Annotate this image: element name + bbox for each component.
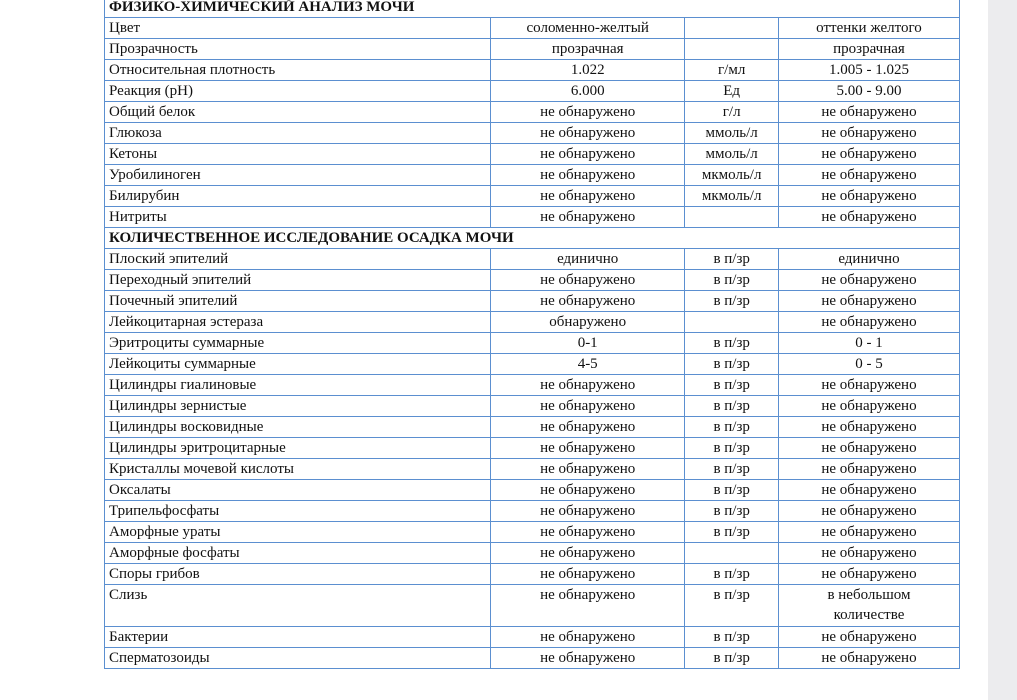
unit-cell bbox=[685, 543, 779, 564]
table-row bbox=[105, 585, 960, 627]
result-value-cell: обнаружено bbox=[491, 312, 685, 333]
unit-cell: в п/зр bbox=[685, 249, 779, 270]
result-value-cell: не обнаружено bbox=[491, 102, 685, 123]
table-row bbox=[105, 312, 960, 333]
test-name-cell: Лейкоцитарная эстераза bbox=[105, 312, 491, 333]
reference-range-cell: 1.005 - 1.025 bbox=[778, 60, 959, 81]
result-value-cell: не обнаружено bbox=[491, 270, 685, 291]
reference-range-cell bbox=[778, 585, 959, 627]
reference-range-cell: не обнаружено bbox=[778, 396, 959, 417]
result-value-cell: 0-1 bbox=[491, 333, 685, 354]
unit-cell: мкмоль/л bbox=[685, 186, 779, 207]
unit-cell: г/мл bbox=[685, 60, 779, 81]
test-name-cell: Бактерии bbox=[105, 627, 491, 648]
result-value-cell: 4-5 bbox=[491, 354, 685, 375]
result-value-cell: не обнаружено bbox=[491, 459, 685, 480]
result-value-cell: не обнаружено bbox=[491, 396, 685, 417]
test-name-cell: Споры грибов bbox=[105, 564, 491, 585]
reference-range-cell: не обнаружено bbox=[778, 291, 959, 312]
unit-cell bbox=[685, 18, 779, 39]
test-name-cell: Цвет bbox=[105, 18, 491, 39]
table-row bbox=[105, 60, 960, 81]
section-header-row bbox=[105, 0, 960, 18]
table-row bbox=[105, 102, 960, 123]
result-value-cell: не обнаружено bbox=[491, 165, 685, 186]
unit-cell: в п/зр bbox=[685, 396, 779, 417]
result-value-cell: не обнаружено bbox=[491, 207, 685, 228]
reference-range-cell: не обнаружено bbox=[778, 207, 959, 228]
section-title: ФИЗИКО-ХИМИЧЕСКИЙ АНАЛИЗ МОЧИ bbox=[105, 0, 960, 18]
unit-cell: в п/зр bbox=[685, 648, 779, 669]
table-row bbox=[105, 648, 960, 669]
test-name-cell: Эритроциты суммарные bbox=[105, 333, 491, 354]
result-value-cell: не обнаружено bbox=[491, 648, 685, 669]
test-name-cell: Кетоны bbox=[105, 144, 491, 165]
test-name-cell: Билирубин bbox=[105, 186, 491, 207]
reference-range-cell: не обнаружено bbox=[778, 186, 959, 207]
table-row bbox=[105, 249, 960, 270]
test-name-cell: Слизь bbox=[105, 585, 491, 627]
unit-cell: в п/зр bbox=[685, 480, 779, 501]
unit-cell: в п/зр bbox=[685, 627, 779, 648]
test-name-cell: Переходный эпителий bbox=[105, 270, 491, 291]
unit-cell: Ед bbox=[685, 81, 779, 102]
reference-range-cell: не обнаружено bbox=[778, 417, 959, 438]
urinalysis-table-body bbox=[105, 0, 960, 669]
result-value-cell: не обнаружено bbox=[491, 501, 685, 522]
table-row bbox=[105, 543, 960, 564]
unit-cell: г/л bbox=[685, 102, 779, 123]
result-value-cell: не обнаружено bbox=[491, 543, 685, 564]
unit-cell bbox=[685, 312, 779, 333]
table-row bbox=[105, 81, 960, 102]
test-name-cell: Трипельфосфаты bbox=[105, 501, 491, 522]
unit-cell: в п/зр bbox=[685, 501, 779, 522]
test-name-cell: Кристаллы мочевой кислоты bbox=[105, 459, 491, 480]
result-value-cell: не обнаружено bbox=[491, 522, 685, 543]
result-value-cell: не обнаружено bbox=[491, 480, 685, 501]
unit-cell bbox=[685, 207, 779, 228]
result-value-cell: не обнаружено bbox=[491, 564, 685, 585]
result-value-cell: 6.000 bbox=[491, 81, 685, 102]
test-name-cell: Цилиндры гиалиновые bbox=[105, 375, 491, 396]
reference-range-cell: не обнаружено bbox=[778, 459, 959, 480]
table-row bbox=[105, 123, 960, 144]
reference-range-cell: единично bbox=[778, 249, 959, 270]
reference-range-cell: не обнаружено bbox=[778, 312, 959, 333]
test-name-cell: Почечный эпителий bbox=[105, 291, 491, 312]
reference-range-text: в небольшом количестве bbox=[827, 587, 911, 623]
table-row bbox=[105, 564, 960, 585]
result-value-cell: не обнаружено bbox=[491, 291, 685, 312]
unit-cell: мкмоль/л bbox=[685, 165, 779, 186]
unit-cell: ммоль/л bbox=[685, 123, 779, 144]
table-row bbox=[105, 18, 960, 39]
table-row bbox=[105, 165, 960, 186]
reference-range-cell: не обнаружено bbox=[778, 480, 959, 501]
reference-range-cell: прозрачная bbox=[778, 39, 959, 60]
reference-range-cell: оттенки желтого bbox=[778, 18, 959, 39]
reference-range-cell: не обнаружено bbox=[778, 144, 959, 165]
test-name-cell: Цилиндры зернистые bbox=[105, 396, 491, 417]
reference-range-cell: не обнаружено bbox=[778, 375, 959, 396]
result-value-cell: не обнаружено bbox=[491, 585, 685, 627]
table-row bbox=[105, 186, 960, 207]
result-value-cell: не обнаружено bbox=[491, 186, 685, 207]
urinalysis-table bbox=[104, 0, 960, 669]
table-row bbox=[105, 144, 960, 165]
unit-cell: в п/зр bbox=[685, 564, 779, 585]
table-row bbox=[105, 291, 960, 312]
result-value-cell: 1.022 bbox=[491, 60, 685, 81]
unit-cell: в п/зр bbox=[685, 585, 779, 627]
test-name-cell: Аморфные ураты bbox=[105, 522, 491, 543]
table-row bbox=[105, 501, 960, 522]
reference-range-cell: не обнаружено bbox=[778, 543, 959, 564]
unit-cell bbox=[685, 39, 779, 60]
table-row bbox=[105, 396, 960, 417]
unit-cell: в п/зр bbox=[685, 291, 779, 312]
reference-range-cell: не обнаружено bbox=[778, 123, 959, 144]
result-value-cell: прозрачная bbox=[491, 39, 685, 60]
reference-range-cell: не обнаружено bbox=[778, 648, 959, 669]
test-name-cell: Цилиндры восковидные bbox=[105, 417, 491, 438]
table-row bbox=[105, 39, 960, 60]
reference-range-cell: 0 - 1 bbox=[778, 333, 959, 354]
section-header-row bbox=[105, 228, 960, 249]
result-value-cell: не обнаружено bbox=[491, 375, 685, 396]
result-value-cell: соломенно-желтый bbox=[491, 18, 685, 39]
result-value-cell: не обнаружено bbox=[491, 438, 685, 459]
table-row bbox=[105, 627, 960, 648]
test-name-cell: Сперматозоиды bbox=[105, 648, 491, 669]
table-row bbox=[105, 459, 960, 480]
test-name-cell: Относительная плотность bbox=[105, 60, 491, 81]
table-row bbox=[105, 333, 960, 354]
reference-range-cell: не обнаружено bbox=[778, 102, 959, 123]
table-row bbox=[105, 438, 960, 459]
unit-cell: в п/зр bbox=[685, 522, 779, 543]
test-name-cell: Лейкоциты суммарные bbox=[105, 354, 491, 375]
table-row bbox=[105, 270, 960, 291]
test-name-cell: Оксалаты bbox=[105, 480, 491, 501]
reference-range-cell: не обнаружено bbox=[778, 564, 959, 585]
table-row bbox=[105, 480, 960, 501]
unit-cell: в п/зр bbox=[685, 459, 779, 480]
reference-range-cell: 0 - 5 bbox=[778, 354, 959, 375]
unit-cell: в п/зр bbox=[685, 375, 779, 396]
reference-range-cell: не обнаружено bbox=[778, 501, 959, 522]
page-margin bbox=[988, 0, 1017, 700]
test-name-cell: Уробилиноген bbox=[105, 165, 491, 186]
test-name-cell: Глюкоза bbox=[105, 123, 491, 144]
unit-cell: в п/зр bbox=[685, 270, 779, 291]
test-name-cell: Аморфные фосфаты bbox=[105, 543, 491, 564]
test-name-cell: Цилиндры эритроцитарные bbox=[105, 438, 491, 459]
reference-range-cell: не обнаружено bbox=[778, 438, 959, 459]
table-row bbox=[105, 207, 960, 228]
reference-range-cell: не обнаружено bbox=[778, 270, 959, 291]
table-row bbox=[105, 522, 960, 543]
unit-cell: в п/зр bbox=[685, 417, 779, 438]
result-value-cell: не обнаружено bbox=[491, 417, 685, 438]
test-name-cell: Прозрачность bbox=[105, 39, 491, 60]
table-row bbox=[105, 375, 960, 396]
unit-cell: в п/зр bbox=[685, 438, 779, 459]
section-title: КОЛИЧЕСТВЕННОЕ ИССЛЕДОВАНИЕ ОСАДКА МОЧИ bbox=[105, 228, 960, 249]
reference-range-cell: не обнаружено bbox=[778, 522, 959, 543]
result-value-cell: не обнаружено bbox=[491, 627, 685, 648]
reference-range-cell: не обнаружено bbox=[778, 627, 959, 648]
unit-cell: в п/зр bbox=[685, 354, 779, 375]
reference-range-cell: не обнаружено bbox=[778, 165, 959, 186]
result-value-cell: не обнаружено bbox=[491, 144, 685, 165]
unit-cell: в п/зр bbox=[685, 333, 779, 354]
reference-range-cell: 5.00 - 9.00 bbox=[778, 81, 959, 102]
table-row bbox=[105, 354, 960, 375]
result-value-cell: единично bbox=[491, 249, 685, 270]
test-name-cell: Реакция (pH) bbox=[105, 81, 491, 102]
test-name-cell: Плоский эпителий bbox=[105, 249, 491, 270]
test-name-cell: Нитриты bbox=[105, 207, 491, 228]
test-name-cell: Общий белок bbox=[105, 102, 491, 123]
result-value-cell: не обнаружено bbox=[491, 123, 685, 144]
table-row bbox=[105, 417, 960, 438]
unit-cell: ммоль/л bbox=[685, 144, 779, 165]
